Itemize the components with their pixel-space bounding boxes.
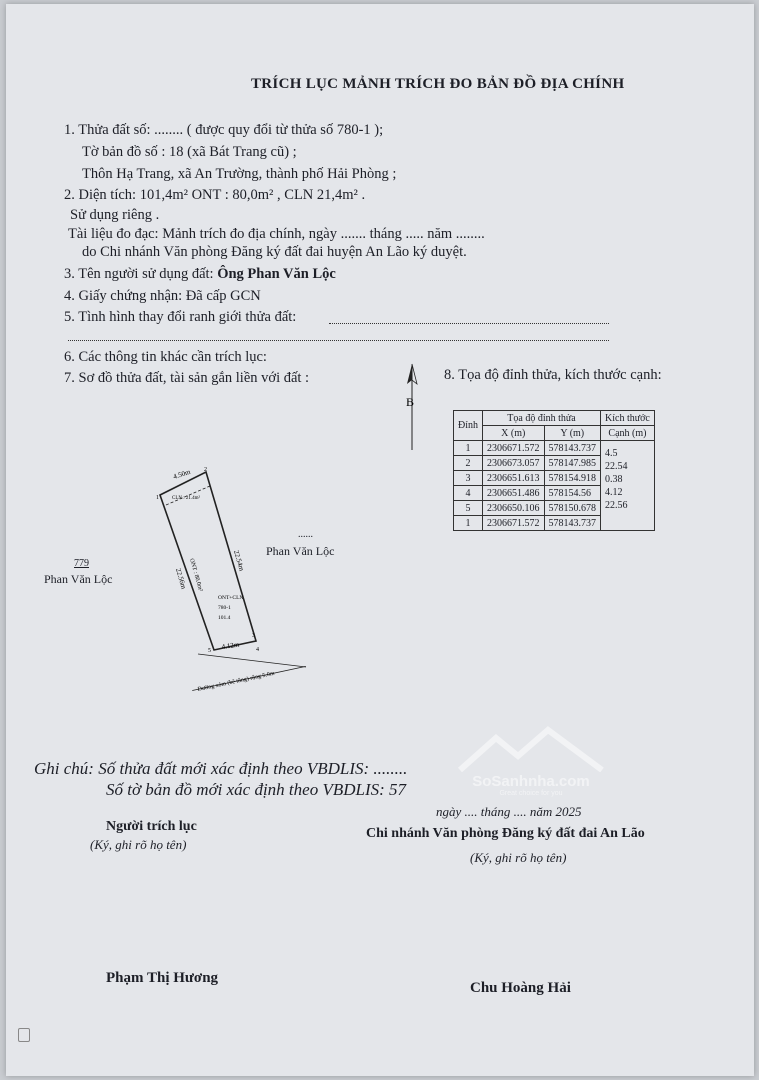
vertex-3: 3 [252, 633, 255, 639]
owner-line [64, 266, 336, 283]
extractor-subtitle: (Ký, ghi rõ họ tên) [90, 837, 187, 852]
note-line-1: Ghi chú: Số thửa đất mới xác định theo VBDLIS: ........ [34, 759, 408, 778]
north-arrow-icon [402, 362, 422, 454]
certificate-line: 4. Giấy chứng nhận: Đã cấp GCN [64, 288, 261, 304]
header-x: X (m) [483, 426, 545, 441]
road-label: Đường xóm (bê tông) rộng 5.0m [197, 670, 276, 693]
area-line: 2. Diện tích: 101,4m² ONT : 80,0m² , CLN 21,4m² . [64, 187, 366, 203]
edge-size: 22.54 [605, 461, 628, 472]
other-info-line: 6. Các thông tin khác cần trích lục: [64, 349, 267, 365]
extractor-title: Người trích lục [106, 819, 197, 834]
cell-x: 2306651.613 [483, 471, 545, 486]
edge-size: 22.56 [605, 500, 628, 511]
boundary-change-line: 5. Tình hình thay đổi ranh giới thửa đất: [64, 309, 297, 325]
cell-y: 578143.737 [544, 441, 601, 456]
neighbor-right-name: Phan Văn Lộc [266, 544, 335, 558]
cell-vertex: 3 [454, 471, 483, 486]
ont-label: ONT : 80.0m² [188, 557, 204, 593]
cell-x: 2306673.057 [483, 456, 545, 471]
header-coordinates: Tọa độ đỉnh thửa [483, 411, 601, 426]
approved-by-line: do Chi nhánh Văn phòng Đăng ký đất đai huyện An Lão ký duyệt. [82, 244, 467, 260]
address-line: Thôn Hạ Trang, xã An Trường, thành phố Hải Phòng ; [82, 166, 397, 182]
vertex-5: 5 [208, 648, 211, 654]
table-row [454, 441, 655, 456]
branch-title: Chi nhánh Văn phòng Đăng ký đất đai An Lão [366, 826, 645, 841]
watermark-tagline: Great choice for you [499, 790, 563, 797]
parcel-number-label: 780-1 [218, 605, 231, 611]
edge-size: 0.38 [605, 474, 623, 485]
document-title: TRÍCH LỤC MẢNH TRÍCH ĐO BẢN ĐỒ ĐỊA CHÍNH [251, 76, 625, 92]
cell-x: 2306671.572 [483, 441, 545, 456]
cell-y: 578147.985 [544, 456, 601, 471]
branch-subtitle: (Ký, ghi rõ họ tên) [470, 850, 567, 865]
owner-name: Ông Phan Văn Lộc [217, 266, 336, 282]
cell-y: 578154.56 [544, 486, 601, 501]
cell-vertex: 4 [454, 486, 483, 501]
vertex-4: 4 [256, 647, 259, 653]
map-sheet-line: Tờ bản đồ số : 18 (xã Bát Trang cũ) ; [82, 144, 297, 160]
cell-x: 2306671.572 [483, 516, 545, 531]
watermark-logo [456, 726, 606, 797]
header-vertex: Đỉnh [454, 411, 483, 441]
header-size: Kích thước [601, 411, 655, 426]
neighbor-right-dots: ...... [298, 529, 313, 540]
parcel-type-label: ONT+CLN [218, 595, 244, 601]
page-mark-icon [18, 1028, 30, 1042]
cell-y: 578154.918 [544, 471, 601, 486]
coordinates-heading: 8. Tọa độ đỉnh thửa, kích thước cạnh: [444, 367, 662, 383]
parcel-area-label: 101.4 [218, 615, 231, 621]
cell-y: 578143.737 [544, 516, 601, 531]
edge-right-label: 22.54m [232, 549, 246, 572]
cell-x: 2306651.486 [483, 486, 545, 501]
parcel-number-line: 1. Thửa đất số: ........ ( được quy đổi từ thửa số 780-1 ); [64, 122, 384, 138]
vertex-2: 2 [204, 467, 207, 473]
dotted-fill [329, 313, 609, 324]
cell-x: 2306650.106 [483, 501, 545, 516]
coordinates-table [453, 410, 655, 531]
watermark-brand: SoSanhnha.com [472, 773, 590, 790]
edge-sizes-cell [601, 441, 655, 531]
usage-line: Sử dụng riêng . [70, 207, 160, 223]
header-y: Y (m) [544, 426, 601, 441]
document-page [6, 4, 754, 1076]
neighbor-left-number: 779 [74, 558, 89, 569]
edge-top-label: 4.50m [172, 467, 192, 481]
survey-doc-line: Tài liệu đo đạc: Mảnh trích đo địa chính, ngày ....... tháng ..... năm ........ [68, 226, 485, 242]
edge-size: 4.12 [605, 487, 623, 498]
note-line-2: Số tờ bản đồ mới xác định theo VBDLIS: 57 [106, 780, 407, 799]
owner-label: 3. Tên người sử dụng đất: [64, 266, 214, 282]
header-edge: Cạnh (m) [601, 426, 655, 441]
parcel-sketch [146, 459, 326, 699]
edge-left-label: 22.56m [174, 567, 188, 590]
cell-vertex: 2 [454, 456, 483, 471]
cell-vertex: 5 [454, 501, 483, 516]
north-label: B [406, 395, 415, 409]
extractor-name: Phạm Thị Hương [106, 970, 219, 986]
house-roof-icon [456, 726, 606, 772]
cell-vertex: 1 [454, 441, 483, 456]
dotted-fill [68, 330, 609, 341]
edge-size: 4.5 [605, 448, 618, 459]
signer-name: Chu Hoàng Hải [470, 980, 571, 996]
cell-y: 578150.678 [544, 501, 601, 516]
cell-vertex: 1 [454, 516, 483, 531]
edge-bottom-label: 4.12m [221, 640, 240, 651]
cln-label: CLN : 21.4m² [172, 496, 201, 501]
neighbor-left-name: Phan Văn Lộc [44, 572, 113, 586]
sketch-heading: 7. Sơ đồ thửa đất, tài sản gắn liền với đất : [64, 370, 310, 386]
vertex-1: 1 [156, 495, 159, 501]
date-line: ngày .... tháng .... năm 2025 [436, 804, 582, 819]
